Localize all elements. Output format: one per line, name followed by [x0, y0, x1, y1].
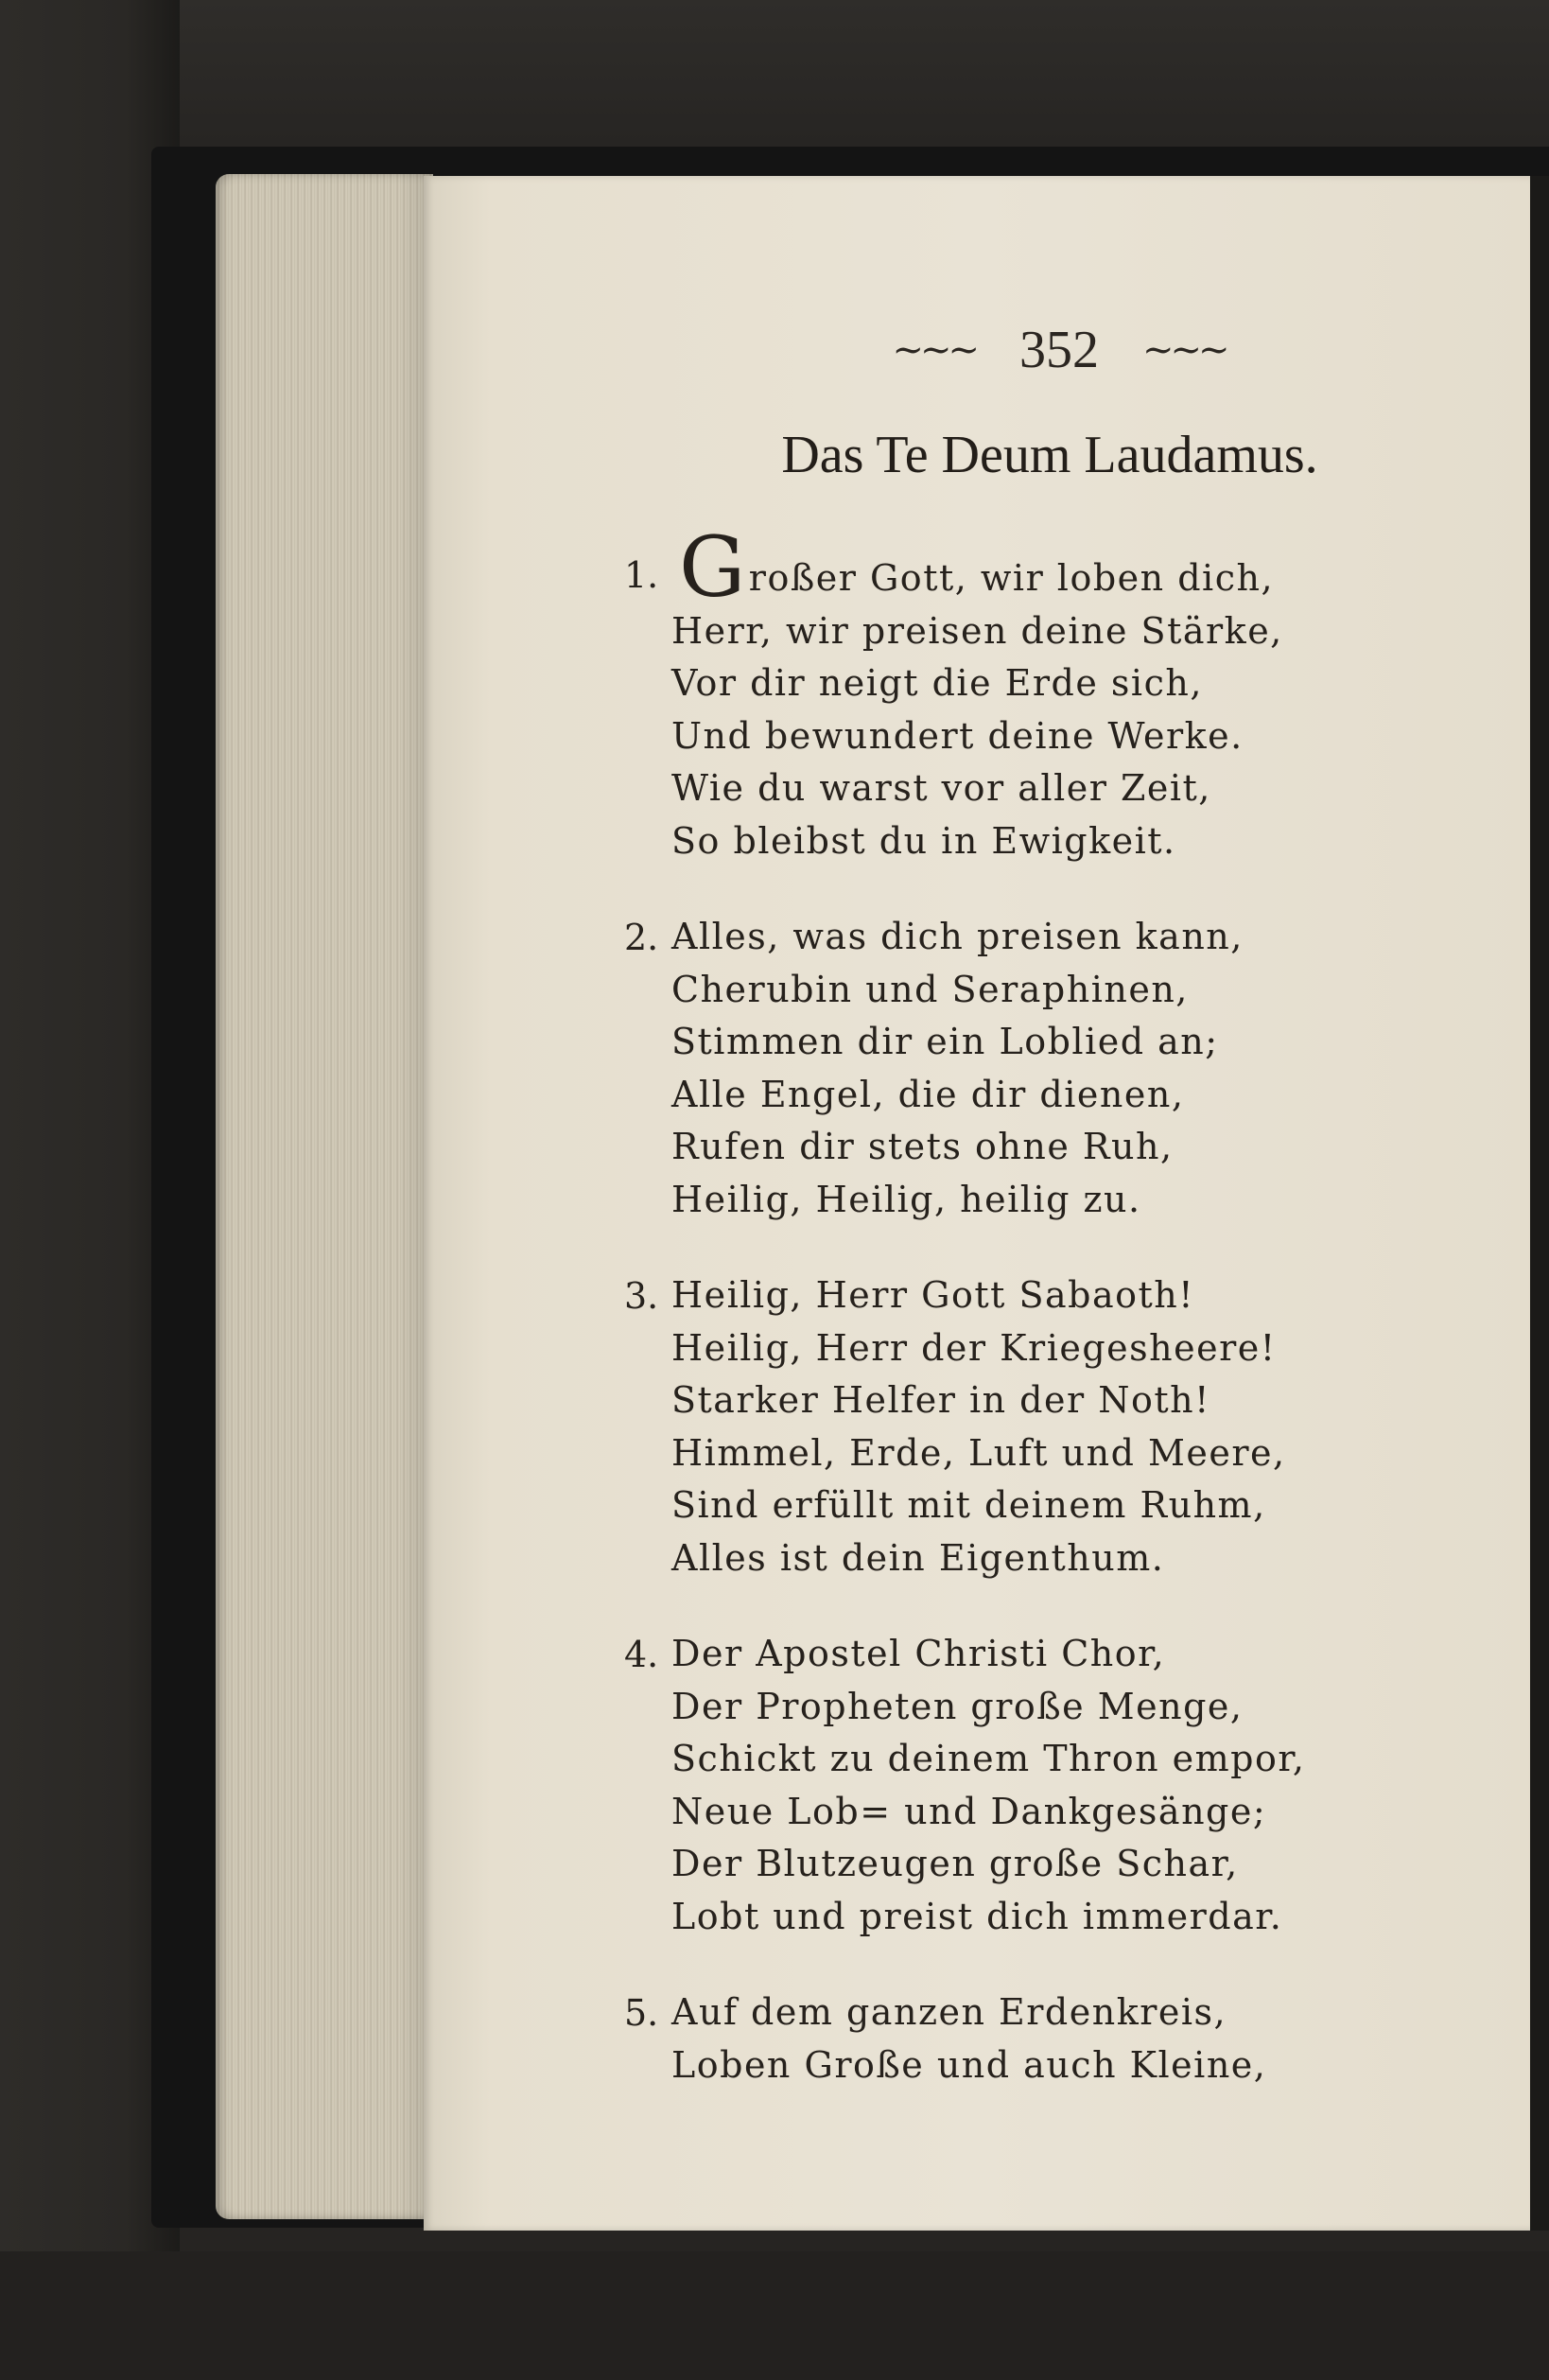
verse-line: Auf dem ganzen Erdenkreis, — [671, 1991, 1227, 2033]
verse-line — [624, 518, 1324, 616]
verse-line: Alle Engel, die dir dienen, — [671, 1073, 1185, 1115]
verse-line: Der Propheten große Menge, — [671, 1685, 1244, 1727]
background-bottom — [0, 2251, 1549, 2380]
verse-line: Vor dir neigt die Erde sich, — [671, 662, 1203, 704]
stanza-1 — [624, 518, 1324, 867]
verse-line: Himmel, Erde, Luft und Meere, — [671, 1431, 1286, 1474]
verse-line: Wie du warst vor aller Zeit, — [671, 767, 1211, 809]
stanza-5 — [624, 1986, 1324, 2091]
stanza-3 — [624, 1269, 1324, 1584]
stanza-2 — [624, 911, 1324, 1226]
page-header — [870, 312, 1248, 388]
verse-line: Schickt zu deinem Thron empor, — [671, 1738, 1306, 1779]
verse-line: Alles ist dein Eigenthum. — [671, 1536, 1165, 1579]
ornament-right-icon: ~~~ — [1142, 328, 1227, 372]
verse-line: So bleibst du in Ewigkeit. — [671, 819, 1176, 862]
verse-line: Cherubin und Seraphinen, — [671, 968, 1189, 1010]
hymn-title: Das Te Deum Laudamus. — [781, 426, 1318, 484]
verse-line: Und bewundert deine Werke. — [671, 714, 1244, 757]
page-number: 352 — [1019, 321, 1099, 379]
verse-line: Sind erfüllt mit deinem Ruhm, — [671, 1484, 1266, 1526]
verse-line: Loben Große und auch Kleine, — [671, 2043, 1267, 2086]
stanza-number: 1. — [624, 554, 659, 596]
drop-cap: G — [679, 518, 747, 616]
verse-line: Alles, was dich preisen kann, — [671, 916, 1244, 957]
hymn-stanzas — [624, 518, 1324, 2135]
stanza-number: 2. — [624, 917, 659, 958]
verse-line: Neue Lob= und Dankgesänge; — [671, 1790, 1267, 1832]
stanza-number: 5. — [624, 1992, 659, 2034]
verse-line: Heilig, Herr Gott Sabaoth! — [671, 1274, 1195, 1316]
verse-line: Heilig, Heilig, heilig zu. — [671, 1178, 1141, 1220]
ornament-left-icon: ~~~ — [892, 328, 976, 372]
stanza-4 — [624, 1628, 1324, 1943]
verse-line: Stimmen dir ein Loblied an; — [671, 1021, 1219, 1062]
verse-line: Starker Helfer in der Noth! — [671, 1379, 1210, 1421]
page-right-edge — [1530, 176, 1549, 2231]
verse-line-text: roßer Gott, wir loben dich, — [748, 557, 1275, 599]
stanza-number: 3. — [624, 1275, 659, 1317]
background-top — [0, 0, 1549, 161]
verse-line: Heilig, Herr der Kriegesheere! — [671, 1326, 1277, 1369]
verse-line: Lobt und preist dich immerdar. — [671, 1895, 1283, 1937]
verse-line: Herr, wir preisen deine Stärke, — [671, 609, 1283, 652]
stanza-number: 4. — [624, 1634, 659, 1675]
verse-line: Rufen dir stets ohne Ruh, — [671, 1126, 1174, 1167]
verse-line: Der Blutzeugen große Schar, — [671, 1843, 1239, 1884]
verse-line: Der Apostel Christi Chor, — [671, 1633, 1166, 1674]
